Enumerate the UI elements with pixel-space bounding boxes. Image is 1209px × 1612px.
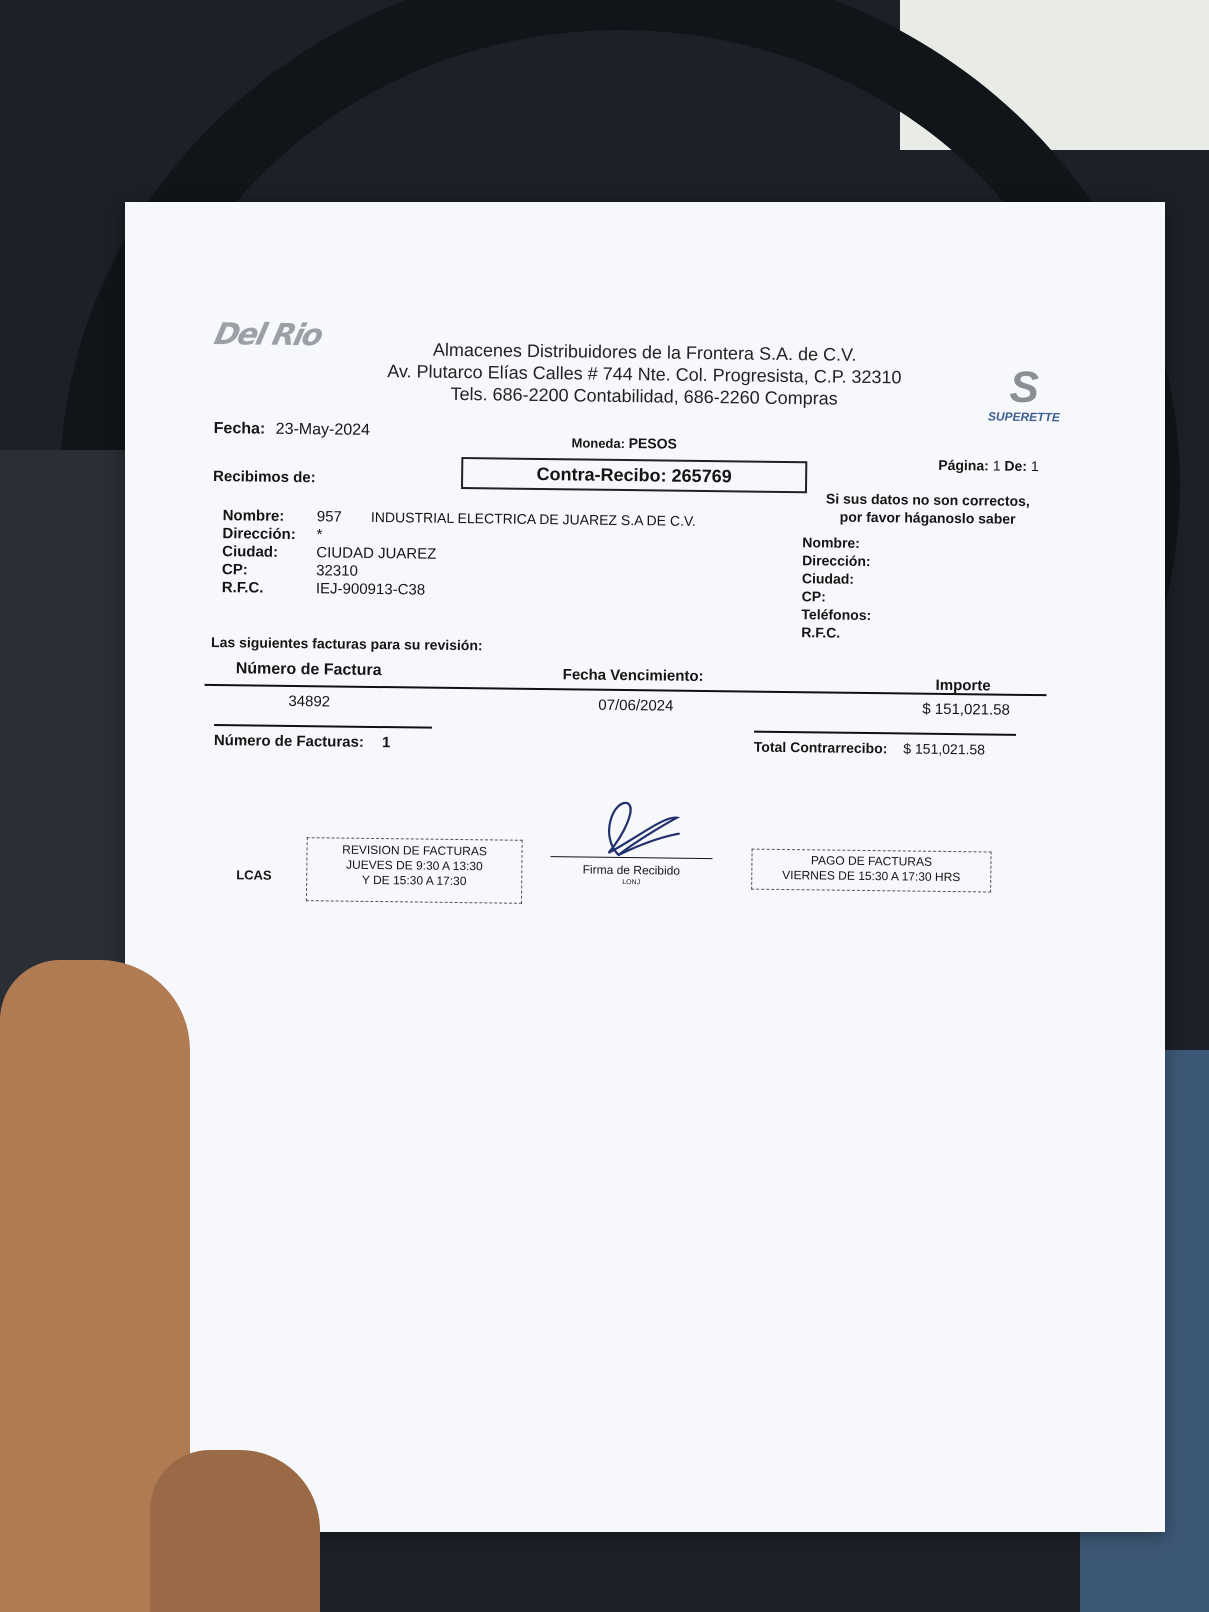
recibimos-label: Recibimos de: xyxy=(213,467,316,487)
rfc-label: R.F.C. xyxy=(221,579,264,597)
superette-logo xyxy=(974,362,1075,425)
firma-sub: LONJ xyxy=(622,879,641,887)
revision-line-3: Y DE 15:30 A 17:30 xyxy=(361,872,467,889)
col-numero-header: Número de Factura xyxy=(235,660,382,680)
revision-box xyxy=(306,837,523,904)
correction-direccion: Dirección: xyxy=(802,552,871,570)
thumb xyxy=(150,1450,320,1612)
company-address: Av. Plutarco Elías Calles # 744 Nte. Col. Progresista, C.P. 32310 xyxy=(387,361,902,388)
contra-recibo-box: Contra-Recibo: 265769 xyxy=(461,457,807,493)
revision-line-1: REVISION DE FACTURAS xyxy=(342,842,487,859)
count-value: 1 xyxy=(381,734,391,752)
supplier-block xyxy=(222,506,696,603)
receipt-document xyxy=(208,317,1075,932)
correction-notice xyxy=(818,489,1038,528)
direccion-value: * xyxy=(316,526,323,544)
pagina-value: 1 xyxy=(992,457,1001,474)
notice-line-2: por favor háganoslo saber xyxy=(839,508,1016,527)
moneda-value: PESOS xyxy=(628,435,677,452)
notice-line-1: Si sus datos no son correctos, xyxy=(825,490,1030,509)
ciudad-label: Ciudad: xyxy=(222,543,279,561)
revision-line-2: JUEVES DE 9:30 A 13:30 xyxy=(345,857,483,874)
invoice-count-row xyxy=(214,732,391,751)
total-row xyxy=(754,739,985,758)
nombre-label: Nombre: xyxy=(222,507,285,525)
total-rule xyxy=(754,731,1016,736)
del-rio-logo: Del Rio xyxy=(211,317,325,354)
direccion-label: Dirección: xyxy=(222,525,296,544)
de-label: De: xyxy=(1004,457,1028,474)
moneda-row xyxy=(571,434,677,451)
fecha-label: Fecha: xyxy=(213,419,266,438)
col-importe-header: Importe xyxy=(935,676,991,695)
fecha-row xyxy=(214,420,371,440)
pago-line-2: VIERNES DE 15:30 A 17:30 HRS xyxy=(782,867,961,885)
nombre-value: INDUSTRIAL ELECTRICA DE JUAREZ S.A DE C.V. xyxy=(370,508,696,529)
invoice-importe: $ 151,021.58 xyxy=(922,700,1011,719)
cp-label: CP: xyxy=(221,561,248,579)
correction-telefonos: Teléfonos: xyxy=(801,606,872,624)
count-label: Número de Facturas: xyxy=(213,732,365,751)
firma-label: Firma de Recibido xyxy=(582,862,681,878)
pagina-row xyxy=(938,457,1039,474)
nombre-code: 957 xyxy=(316,508,342,526)
fecha-value: 23-May-2024 xyxy=(275,420,371,439)
de-value: 1 xyxy=(1030,457,1039,475)
moneda-label: Moneda: xyxy=(571,435,626,452)
correction-nombre: Nombre: xyxy=(802,534,861,551)
invoices-intro: Las siguientes facturas para su revisión: xyxy=(210,633,483,654)
pago-line-1: PAGO DE FACTURAS xyxy=(810,853,933,869)
total-value: $ 151,021.58 xyxy=(903,740,986,758)
correction-fields xyxy=(801,533,872,642)
correction-rfc: R.F.C. xyxy=(801,624,841,641)
correction-ciudad: Ciudad: xyxy=(801,570,855,587)
invoice-numero: 34892 xyxy=(288,692,331,711)
pagina-label: Página: xyxy=(938,456,989,474)
correction-cp: CP: xyxy=(801,588,826,605)
superette-logo-text: SUPERETTE xyxy=(987,409,1060,425)
signature xyxy=(578,794,689,863)
ciudad-value: CIUDAD JUAREZ xyxy=(316,544,437,563)
lcas-label: LCAS xyxy=(236,867,272,883)
table-row xyxy=(210,692,1052,724)
pago-box xyxy=(751,849,991,893)
company-name: Almacenes Distribuidores de la Frontera S.A. de C.V. xyxy=(432,339,857,365)
company-phones: Tels. 686-2200 Contabilidad, 686-2260 Compras xyxy=(450,383,838,409)
col-fecha-header: Fecha Vencimiento: xyxy=(562,666,704,685)
rfc-value: IEJ-900913-C38 xyxy=(315,580,426,599)
count-rule xyxy=(214,724,432,729)
cp-value: 32310 xyxy=(316,562,358,580)
company-header xyxy=(384,338,905,410)
total-label: Total Contrarrecibo: xyxy=(753,738,888,757)
invoice-fecha: 07/06/2024 xyxy=(598,696,674,715)
superette-s-icon: S xyxy=(1009,362,1040,413)
